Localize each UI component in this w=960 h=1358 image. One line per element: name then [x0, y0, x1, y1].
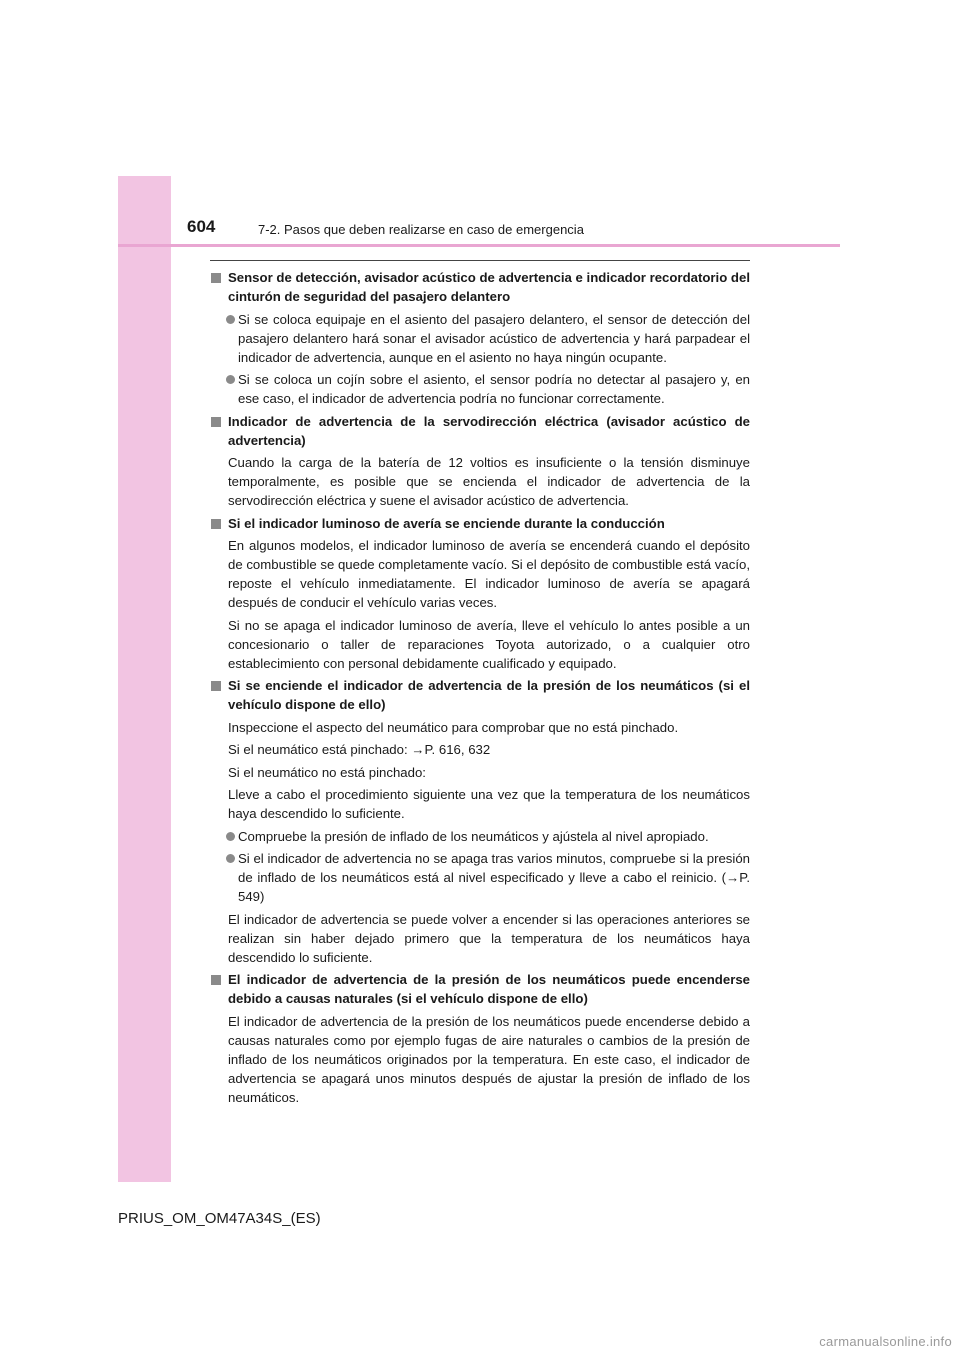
section-heading: [210, 676, 750, 714]
section-heading: [210, 970, 750, 1008]
paragraph: El indicador de advertencia se puede volver a encender si las operaciones anteriores se realizan sin haber dejado primero que la temperatura de los neumáticos haya descendido lo suficiente.: [228, 911, 750, 965]
section-malfunction-indicator: [210, 514, 750, 673]
document-code: PRIUS_OM_OM47A34S_(ES): [118, 1210, 321, 1227]
square-bullet-icon: [211, 975, 221, 985]
watermark-link[interactable]: carmanualsonline.info: [819, 1334, 952, 1349]
square-bullet-icon: [211, 417, 221, 427]
section-tire-pressure-warning: [210, 676, 750, 967]
square-bullet-icon: [211, 681, 221, 691]
paragraph: Inspeccione el aspecto del neumático para comprobar que no está pinchado.: [228, 719, 679, 735]
list-item: [210, 310, 750, 367]
chapter-sidebar-tab: [118, 176, 171, 1182]
section-seatbelt-sensor: [210, 268, 750, 408]
header-divider: [118, 244, 840, 247]
section-heading: [210, 412, 750, 450]
circle-bullet-icon: [226, 832, 235, 841]
paragraph: En algunos modelos, el indicador luminoso de avería se encenderá cuando el depósito de combustible se quede completamente vacío. Si el depósito de combustible está vacío, reposte el vehículo inmediatamente. El indicador luminoso de avería se apagará después de conducir el vehículo varias veces.: [228, 538, 750, 610]
content-top-rule: [210, 260, 750, 261]
bullet-text: Si se coloca equipaje en el asiento del pasajero delantero, el sensor de detección del pasajero delantero hará sonar el avisador acústico de advertencia y hará parpadear el indicador de advertencia, aunque en el asiento no haya ningún ocupante.: [238, 311, 750, 365]
circle-bullet-icon: [226, 854, 235, 863]
bullet-text: Si el indicador de advertencia no se apaga tras varios minutos, compruebe si la presión de inflado de los neumáticos está al nivel especificado y lleve a cabo el reinicio. (→P. 549): [238, 851, 750, 904]
bullet-text: Compruebe la presión de inflado de los neumáticos y ajústela al nivel apropiado.: [238, 828, 709, 844]
list-item: [210, 849, 750, 906]
page-number: 604: [187, 217, 216, 236]
bullet-text: Si se coloca un cojín sobre el asiento, el sensor podría no detectar al pasajero y, en ese caso, el indicador de advertencia podría no funcionar correctamente.: [238, 372, 750, 406]
list-item: [210, 827, 750, 846]
paragraph: Si no se apaga el indicador luminoso de avería, lleve el vehículo lo antes posible a un concesionario o taller de reparaciones Toyota autorizado, o a cualquier otro establecimiento con personal debidamente cualificado y equipado.: [228, 617, 750, 671]
heading-text: Indicador de advertencia de la servodirección eléctrica (avisador acústico de advertencia): [228, 413, 750, 448]
paragraph: Si el neumático está pinchado: →P. 616, 632: [228, 742, 491, 757]
square-bullet-icon: [211, 273, 221, 283]
paragraph: El indicador de advertencia de la presión de los neumáticos puede encenderse debido a causas naturales como por ejemplo fugas de aire naturales o cambios de la presión de inflado de los neumáticos originados por la temperatura. En este caso, el indicador de advertencia se apagará unos minutos después de ajustar la presión de inflado de los neumáticos.: [228, 1013, 750, 1105]
circle-bullet-icon: [226, 315, 235, 324]
paragraph: Cuando la carga de la batería de 12 voltios es insuficiente o la tensión disminuye temporalmente, es posible que se encienda el indicador de advertencia de la servodirección eléctrica y suene el avisador acústico de advertencia.: [228, 455, 750, 508]
paragraph: Si el neumático no está pinchado:: [228, 764, 426, 780]
list-item: [210, 370, 750, 408]
heading-text: El indicador de advertencia de la presión de los neumáticos puede encenderse debido a causas naturales (si el vehículo dispone de ello): [228, 972, 750, 1006]
circle-bullet-icon: [226, 375, 235, 384]
section-title: 7-2. Pasos que deben realizarse en caso de emergencia: [258, 222, 584, 237]
heading-text: Sensor de detección, avisador acústico de advertencia e indicador recordatorio del cinturón de seguridad del pasajero delantero: [228, 270, 750, 304]
section-power-steering: [210, 412, 750, 511]
section-heading: [210, 268, 750, 306]
heading-text: Si el indicador luminoso de avería se enciende durante la conducción: [228, 515, 665, 531]
section-heading: [210, 514, 750, 533]
heading-text: Si se enciende el indicador de advertencia de la presión de los neumáticos (si el vehículo dispone de ello): [228, 678, 750, 712]
section-tire-pressure-natural-causes: [210, 970, 750, 1107]
paragraph: Lleve a cabo el procedimiento siguiente una vez que la temperatura de los neumáticos haya descendido lo suficiente.: [228, 787, 750, 821]
page-content: [210, 268, 750, 1110]
square-bullet-icon: [211, 519, 221, 529]
